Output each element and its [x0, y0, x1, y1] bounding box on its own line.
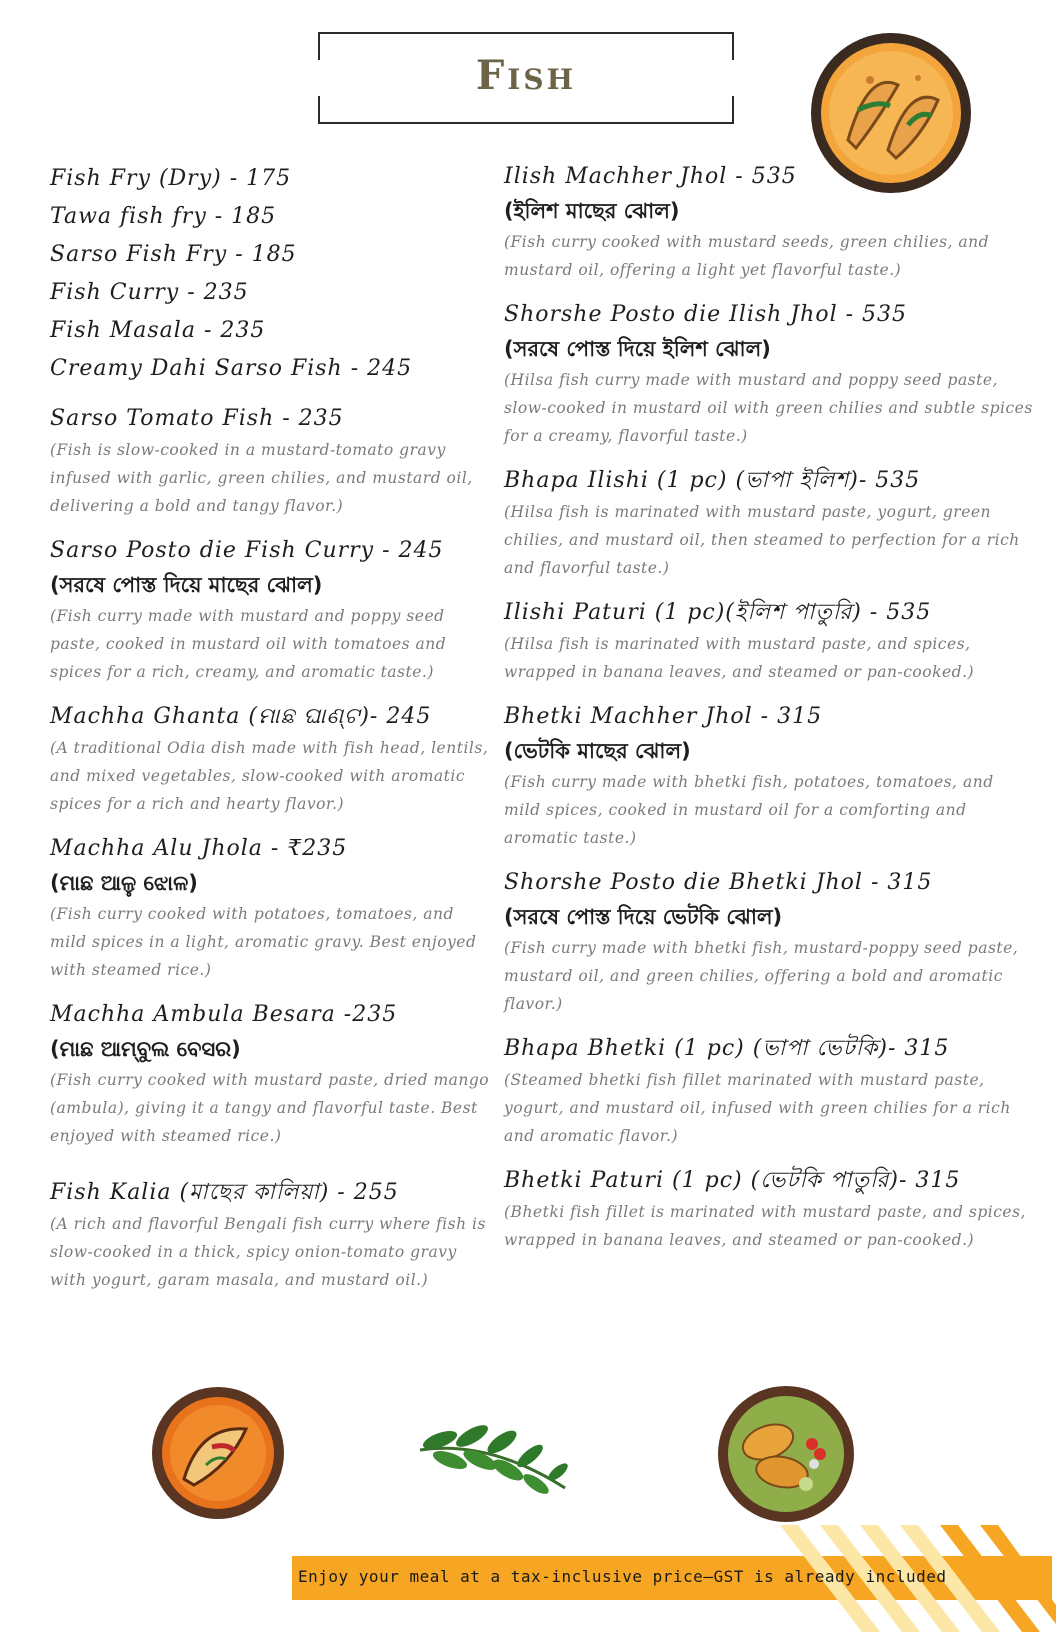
menu-item: Tawa fish fry - 185: [50, 204, 277, 229]
menu-item: [504, 866, 1034, 1018]
menu-item: Creamy Dahi Sarso Fish - 245: [50, 356, 413, 381]
item-name: Ilishi Paturi (1 pc)(ইলিশ পাতুরি) - 535: [504, 600, 932, 625]
item-description: (Fish curry made with bhetki fish, mustard-poppy seed paste, mustard oil, and green chilies, offering a bold and aromatic flavor.): [504, 939, 1019, 1013]
menu-item: [504, 596, 1034, 686]
menu-item: [50, 402, 490, 520]
fried-fish-plate-image: [716, 1384, 856, 1524]
menu-item: [504, 160, 1034, 284]
item-native-name: (সরষে পোস্ত দিয়ে মাছের ঝোল): [50, 573, 323, 597]
item-description: (Fish curry cooked with mustard paste, dried mango (ambula), giving it a tangy and flavorful taste. Best enjoyed with steamed rice.): [50, 1071, 490, 1145]
menu-item: Sarso Fish Fry - 185: [50, 242, 297, 267]
item-name: Bhapa Bhetki (1 pc) (ভাপা ভেটকি)- 315: [504, 1036, 950, 1061]
menu-item: [50, 832, 490, 984]
menu-item: Fish Fry (Dry) - 175: [50, 166, 292, 191]
item-description: (Fish is slow-cooked in a mustard-tomato gravy infused with garlic, green chilies, and mustard oil, delivering a bold and tangy flavor.): [50, 441, 473, 515]
item-native-name: (ইলিশ মাছের ঝোল): [504, 199, 680, 223]
item-description: (Hilsa fish is marinated with mustard paste, and spices, wrapped in banana leaves, and steamed or pan-cooked.): [504, 635, 975, 681]
menu-item: [504, 464, 1034, 582]
item-description: (Hilsa fish is marinated with mustard paste, yogurt, green chilies, and mustard oil, then steamed to perfection for a rich and flavorful taste.): [504, 503, 1020, 577]
item-description: (Fish curry made with mustard and poppy seed paste, cooked in mustard oil with tomatoes and spices for a rich, creamy, and aromatic taste.): [50, 607, 447, 681]
item-name: Machha Alu Jhola - ₹235: [50, 836, 348, 861]
right-column: [504, 160, 1034, 1254]
item-name: Shorshe Posto die Bhetki Jhol - 315: [504, 870, 933, 895]
item-description: (Steamed bhetki fish fillet marinated with mustard paste, yogurt, and mustard oil, infused with green chilies for a rich and aromatic flavor.): [504, 1071, 1011, 1145]
left-column: [50, 160, 490, 1294]
menu-item: [504, 1164, 1034, 1254]
item-description: (Bhetki fish fillet is marinated with mustard paste, and spices, wrapped in banana leaves, and steamed or pan-cooked.): [504, 1203, 1026, 1249]
item-name: Bhetki Paturi (1 pc) (ভেটকি পাতুরি)- 315: [504, 1168, 961, 1193]
menu-item: [50, 700, 490, 818]
item-description: (Fish curry cooked with mustard seeds, green chilies, and mustard oil, offering a light yet flavorful taste.): [504, 233, 990, 279]
menu-item: [504, 298, 1034, 450]
fish-curry-plate-image: [150, 1385, 286, 1521]
page-title: Fish: [475, 52, 577, 99]
item-description: (A rich and flavorful Bengali fish curry where fish is slow-cooked in a thick, spicy onion-tomato gravy with yogurt, garam masala, and mustard oil.): [50, 1215, 486, 1289]
title-frame: [318, 32, 734, 124]
menu-item: [50, 1176, 490, 1294]
item-name: Machha Ghanta (ମାଛ ଘାଣ୍ଟ)- 245: [50, 704, 432, 729]
menu-item: Fish Masala - 235: [50, 318, 266, 343]
item-native-name: (ମାଛ ଆଳୁ ଝୋଳ): [50, 871, 198, 895]
item-name: Machha Ambula Besara -235: [50, 1002, 398, 1027]
item-name: Sarso Posto die Fish Curry - 245: [50, 538, 444, 563]
item-native-name: (সরষে পোস্ত দিয়ে ইলিশ ঝোল): [504, 337, 771, 361]
item-name: Sarso Tomato Fish - 235: [50, 406, 344, 431]
curry-leaves-image: [410, 1410, 580, 1500]
menu-item: [504, 1032, 1034, 1150]
item-name: Ilish Machher Jhol - 535: [504, 164, 797, 189]
menu-item: [50, 534, 490, 686]
item-description: (Fish curry made with bhetki fish, potatoes, tomatoes, and mild spices, cooked in mustard oil for a comforting and aromatic taste.): [504, 773, 994, 847]
item-native-name: (সরষে পোস্ত দিয়ে ভেটকি ঝোল): [504, 905, 783, 929]
simple-items-list: [50, 160, 490, 388]
item-name: Bhapa Ilishi (1 pc) (ভাপা ইলিশ)- 535: [504, 468, 921, 493]
item-description: (A traditional Odia dish made with fish head, lentils, and mixed vegetables, slow-cooked with aromatic spices for a rich and hearty flavor.): [50, 739, 489, 813]
item-native-name: (ମାଛ ଆମ୍ବୁଲ ବେସର): [50, 1037, 241, 1061]
item-description: (Hilsa fish curry made with mustard and poppy seed paste, slow-cooked in mustard oil with green chilies and subtle spices for a creamy, flavorful taste.): [504, 371, 1033, 445]
menu-item: [504, 700, 1034, 852]
item-name: Bhetki Machher Jhol - 315: [504, 704, 823, 729]
item-name: Shorshe Posto die Ilish Jhol - 535: [504, 302, 908, 327]
footer-tax-note: Enjoy your meal at a tax-inclusive price—GST is already included: [298, 1567, 947, 1586]
item-native-name: (ভেটকি মাছের ঝোল): [504, 739, 691, 763]
menu-item: Fish Curry - 235: [50, 280, 249, 305]
item-description: (Fish curry cooked with potatoes, tomatoes, and mild spices in a light, aromatic gravy. Best enjoyed with steamed rice.): [50, 905, 477, 979]
menu-item: [50, 998, 490, 1150]
item-name: Fish Kalia (মাছের কালিয়া) - 255: [50, 1180, 399, 1205]
